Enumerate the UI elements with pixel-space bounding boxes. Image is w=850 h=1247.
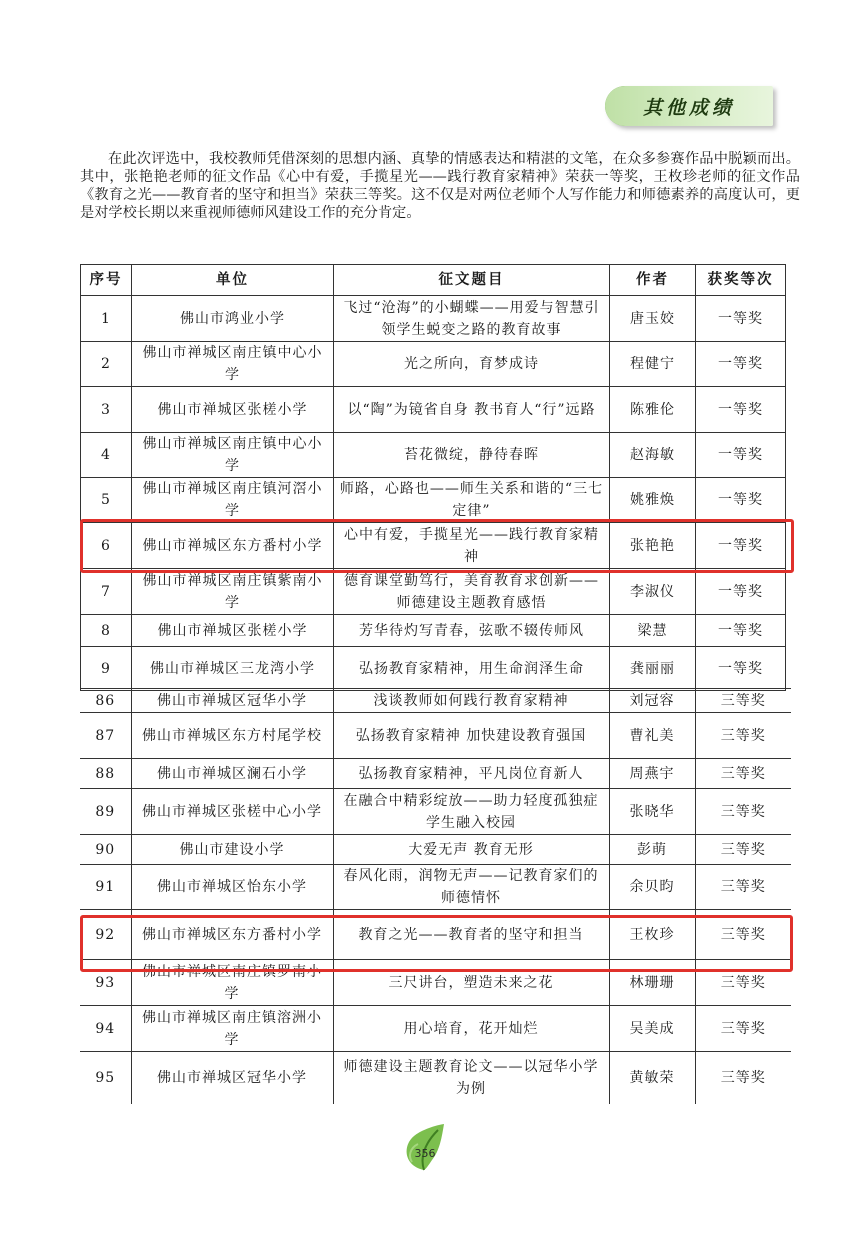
table-row [81, 523, 786, 569]
table-row [81, 647, 786, 691]
cell-index: 89 [80, 789, 131, 835]
cell-author: 曹礼美 [609, 713, 695, 759]
header-index: 序号 [81, 265, 132, 296]
cell-unit: 佛山市禅城区南庄镇中心小学 [132, 433, 334, 478]
table-row [81, 615, 786, 647]
cell-title: 大爱无声 教育无形 [333, 835, 609, 865]
cell-unit: 佛山市禅城区冠华小学 [131, 689, 333, 713]
cell-title: 芳华待灼写青春，弦歌不辍传师风 [334, 615, 610, 647]
cell-author: 陈雅伦 [610, 387, 696, 433]
cell-index: 94 [80, 1006, 131, 1052]
cell-author: 张晓华 [609, 789, 695, 835]
cell-award: 一等奖 [696, 615, 786, 647]
cell-author: 姚雅焕 [610, 478, 696, 523]
cell-author: 余贝昀 [609, 865, 695, 910]
header-unit: 单位 [132, 265, 334, 296]
cell-award: 三等奖 [695, 759, 791, 789]
cell-index: 3 [81, 387, 132, 433]
cell-index: 93 [80, 960, 131, 1006]
cell-index: 90 [80, 835, 131, 865]
cell-author: 梁慧 [610, 615, 696, 647]
table-row [80, 960, 791, 1006]
cell-unit: 佛山市建设小学 [131, 835, 333, 865]
awards-table-top [80, 264, 786, 691]
cell-author: 彭萌 [609, 835, 695, 865]
cell-index: 86 [80, 689, 131, 713]
cell-index: 95 [80, 1052, 131, 1104]
table-row [80, 1052, 791, 1104]
cell-award: 三等奖 [695, 689, 791, 713]
cell-unit: 佛山市禅城区张槎中心小学 [131, 789, 333, 835]
cell-author: 李淑仪 [610, 569, 696, 615]
cell-award: 一等奖 [696, 433, 786, 478]
cell-title: 心中有爱，手揽星光——践行教育家精神 [334, 523, 610, 569]
cell-unit: 佛山市禅城区东方村尾学校 [131, 713, 333, 759]
cell-author: 龚丽丽 [610, 647, 696, 691]
cell-title: 师德建设主题教育论文——以冠华小学为例 [333, 1052, 609, 1104]
cell-index: 9 [81, 647, 132, 691]
cell-award: 三等奖 [695, 1052, 791, 1104]
table-row [81, 433, 786, 478]
cell-index: 7 [81, 569, 132, 615]
cell-title: 三尺讲台，塑造未来之花 [333, 960, 609, 1006]
cell-title: 浅谈教师如何践行教育家精神 [333, 689, 609, 713]
awards-table-bottom [80, 688, 791, 1104]
cell-title: 教育之光——教育者的坚守和担当 [333, 910, 609, 960]
cell-title: 弘扬教育家精神 加快建设教育强国 [333, 713, 609, 759]
cell-award: 三等奖 [695, 910, 791, 960]
cell-unit: 佛山市禅城区东方番村小学 [132, 523, 334, 569]
cell-index: 6 [81, 523, 132, 569]
cell-award: 一等奖 [696, 296, 786, 342]
cell-unit: 佛山市禅城区三龙湾小学 [132, 647, 334, 691]
cell-title: 春风化雨，润物无声——记教育家们的师德情怀 [333, 865, 609, 910]
table-row [80, 865, 791, 910]
header-award: 获奖等次 [696, 265, 786, 296]
cell-unit: 佛山市禅城区张槎小学 [132, 615, 334, 647]
cell-award: 一等奖 [696, 569, 786, 615]
cell-unit: 佛山市禅城区南庄镇溶洲小学 [131, 1006, 333, 1052]
cell-index: 88 [80, 759, 131, 789]
cell-author: 林珊珊 [609, 960, 695, 1006]
table-row [80, 713, 791, 759]
cell-unit: 佛山市禅城区澜石小学 [131, 759, 333, 789]
cell-index: 4 [81, 433, 132, 478]
page-number: 356 [414, 1147, 436, 1160]
cell-title: 飞过“沧海”的小蝴蝶——用爱与智慧引领学生蜕变之路的教育故事 [334, 296, 610, 342]
cell-index: 92 [80, 910, 131, 960]
cell-award: 一等奖 [696, 478, 786, 523]
cell-unit: 佛山市禅城区南庄镇罗南小学 [131, 960, 333, 1006]
cell-title: 弘扬教育家精神，平凡岗位育新人 [333, 759, 609, 789]
table-row [80, 689, 791, 713]
cell-award: 一等奖 [696, 647, 786, 691]
cell-author: 刘冠容 [609, 689, 695, 713]
cell-unit: 佛山市禅城区南庄镇中心小学 [132, 342, 334, 387]
cell-title: 以“陶”为镜省自身 教书育人“行”远路 [334, 387, 610, 433]
table-row [80, 835, 791, 865]
table-row [81, 342, 786, 387]
table-row [81, 296, 786, 342]
cell-title: 苔花微绽，静待春晖 [334, 433, 610, 478]
header-author: 作者 [610, 265, 696, 296]
section-title: 其他成绩 [605, 86, 773, 126]
cell-title: 弘扬教育家精神，用生命润泽生命 [334, 647, 610, 691]
cell-unit: 佛山市禅城区冠华小学 [131, 1052, 333, 1104]
header-title: 征文题目 [334, 265, 610, 296]
cell-unit: 佛山市禅城区东方番村小学 [131, 910, 333, 960]
cell-author: 张艳艳 [610, 523, 696, 569]
cell-author: 黄敏荣 [609, 1052, 695, 1104]
cell-author: 周燕宇 [609, 759, 695, 789]
cell-unit: 佛山市鸿业小学 [132, 296, 334, 342]
cell-author: 赵海敏 [610, 433, 696, 478]
cell-author: 程健宁 [610, 342, 696, 387]
cell-unit: 佛山市禅城区南庄镇紫南小学 [132, 569, 334, 615]
cell-author: 唐玉姣 [610, 296, 696, 342]
cell-index: 8 [81, 615, 132, 647]
table-row [80, 759, 791, 789]
cell-award: 一等奖 [696, 523, 786, 569]
cell-unit: 佛山市禅城区张槎小学 [132, 387, 334, 433]
cell-author: 王枚珍 [609, 910, 695, 960]
cell-index: 5 [81, 478, 132, 523]
cell-index: 1 [81, 296, 132, 342]
table-row [81, 387, 786, 433]
table-row [80, 910, 791, 960]
cell-award: 一等奖 [696, 387, 786, 433]
cell-award: 三等奖 [695, 789, 791, 835]
table-row [81, 569, 786, 615]
cell-title: 师路，心路也——师生关系和谐的“三七定律” [334, 478, 610, 523]
cell-unit: 佛山市禅城区怡东小学 [131, 865, 333, 910]
table-row [81, 478, 786, 523]
cell-title: 德育课堂勤笃行，美育教育求创新——师德建设主题教育感悟 [334, 569, 610, 615]
cell-index: 2 [81, 342, 132, 387]
cell-award: 三等奖 [695, 1006, 791, 1052]
cell-title: 用心培育，花开灿烂 [333, 1006, 609, 1052]
cell-index: 91 [80, 865, 131, 910]
cell-award: 三等奖 [695, 835, 791, 865]
cell-award: 三等奖 [695, 960, 791, 1006]
cell-author: 吴美成 [609, 1006, 695, 1052]
table-row [80, 789, 791, 835]
cell-award: 三等奖 [695, 865, 791, 910]
cell-unit: 佛山市禅城区南庄镇河滘小学 [132, 478, 334, 523]
cell-award: 三等奖 [695, 713, 791, 759]
cell-award: 一等奖 [696, 342, 786, 387]
table-row [80, 1006, 791, 1052]
intro-paragraph: 在此次评选中，我校教师凭借深刻的思想内涵、真挚的情感表达和精湛的文笔，在众多参赛作品中脱颖而出。其中，张艳艳老师的征文作品《心中有爱，手揽星光——践行教育家精神》荣获一等奖，王枚珍老师的征文作品《教育之光——教育者的坚守和担当》荣获三等奖。这不仅是对两位老师个人写作能力和师德素养的高度认可，更是对学校长期以来重视师德师风建设工作的充分肯定。 [80, 151, 800, 221]
cell-title: 在融合中精彩绽放——助力轻度孤独症学生融入校园 [333, 789, 609, 835]
cell-index: 87 [80, 713, 131, 759]
cell-title: 光之所向，育梦成诗 [334, 342, 610, 387]
